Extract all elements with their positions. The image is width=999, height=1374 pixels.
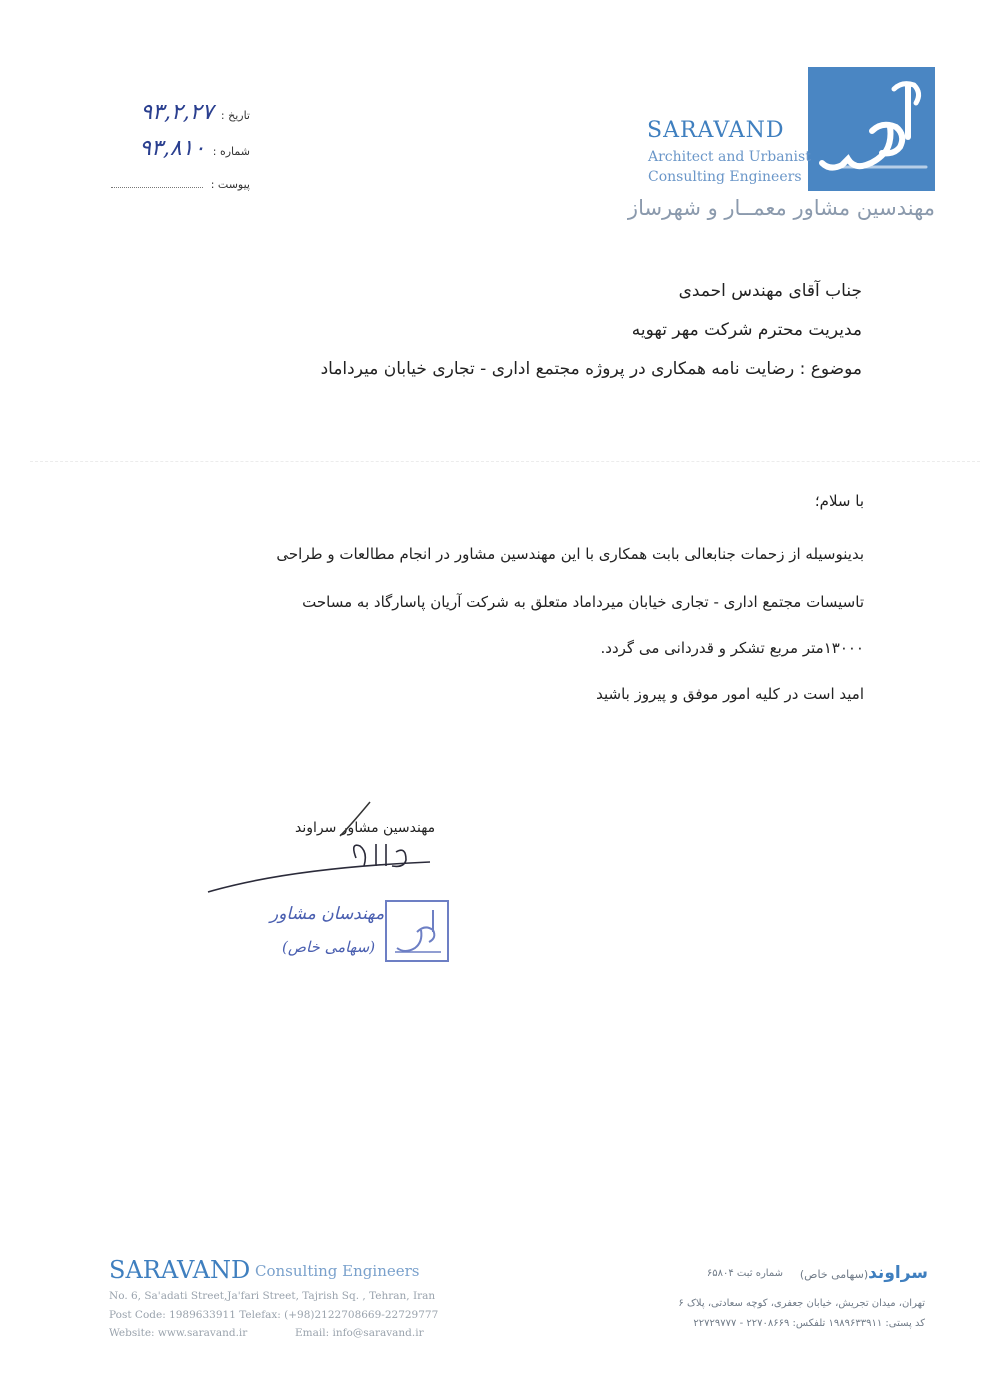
date-label: تاریخ : (220, 109, 250, 122)
firm-name-en: SARAVAND (647, 118, 785, 143)
closing-line: امید است در کلیه امور موفق و پیروز باشید (596, 685, 864, 703)
attachment-label: پیوست : (210, 178, 250, 191)
footer-name-fa-type: (سهامی خاص) (799, 1268, 869, 1281)
page-fold-line (30, 461, 980, 462)
date-row (140, 100, 250, 125)
attachment-dots (111, 177, 203, 188)
footer-name-fa (800, 1263, 928, 1283)
number-row (139, 136, 250, 161)
footer-name-fa-text: سراوند (868, 1263, 928, 1283)
company-stamp (385, 900, 449, 962)
footer-postcode-en: Post Code: 1989633911 Telefax: (+98)2122708669-22729777 (109, 1309, 439, 1321)
firm-subtitle-2: Consulting Engineers (648, 169, 802, 185)
footer-address-en: No. 6, Sa'adati Street,Ja'fari Street, Tajrish Sq. , Tehran, Iran (109, 1290, 436, 1302)
saravand-logo-mark-icon (808, 67, 935, 191)
date-value: ۹۳,۲,۲۷ (140, 100, 214, 125)
firm-subtitle-1: Architect and Urbanist (648, 149, 811, 165)
attachment-row (111, 177, 250, 191)
signer-name: مهندسین مشاور سراوند (295, 820, 436, 836)
addressee-line-1: جناب آقای مهندس احمدی (678, 281, 862, 301)
saravand-logo (808, 67, 935, 191)
stamp-text-line-1: مهندسان مشاور (270, 904, 385, 924)
body-line-3: ۱۳۰۰۰متر مربع تشکر و قدردانی می گردد. (600, 639, 864, 657)
footer-name-en: SARAVAND (109, 1256, 251, 1284)
stamp-logo-icon (387, 902, 447, 960)
footer-website-en: Website: www.saravand.ir (109, 1327, 248, 1339)
stamp-text-line-2: (سهامی خاص) (282, 938, 376, 956)
footer-phones-fa: کد پستی: ۱۹۸۹۶۳۳۹۱۱ تلفکس: ۲۲۷۰۸۶۶۹ - ۲۲۷۲۹۷۷۷ (693, 1318, 925, 1329)
footer-registration-fa: شماره ثبت ۶۵۸۰۴ (706, 1268, 783, 1279)
footer-name-en-sub: Consulting Engineers (255, 1262, 420, 1280)
addressee-line-2: مدیریت محترم شرکت مهر تهویه (631, 320, 862, 340)
handwritten-signature-icon (200, 796, 460, 906)
body-line-1: بدینوسیله از زحمات جنابعالی بابت همکاری با این مهندسین مشاور در انجام مطالعات و طراحی (276, 545, 864, 563)
subject-line: موضوع : رضایت نامه همکاری در پروژه مجتمع اداری - تجاری خیابان میرداماد (320, 359, 862, 379)
number-label: شماره : (212, 145, 250, 158)
body-line-2: تاسیسات مجتمع اداری - تجاری خیابان میرداماد متعلق به شرکت آریان پاسارگاد به مساحت (302, 593, 864, 611)
footer-address-fa: تهران، میدان تجریش، خیابان جعفری، کوچه سعادتی، پلاک ۶ (678, 1298, 925, 1309)
number-value: ۹۳,۸۱۰ (139, 136, 206, 161)
greeting: با سلام؛ (814, 492, 864, 510)
firm-name-fa: مهندسین مشاور معمــار و شهرساز (627, 196, 935, 220)
footer-email-en: Email: info@saravand.ir (295, 1327, 424, 1339)
